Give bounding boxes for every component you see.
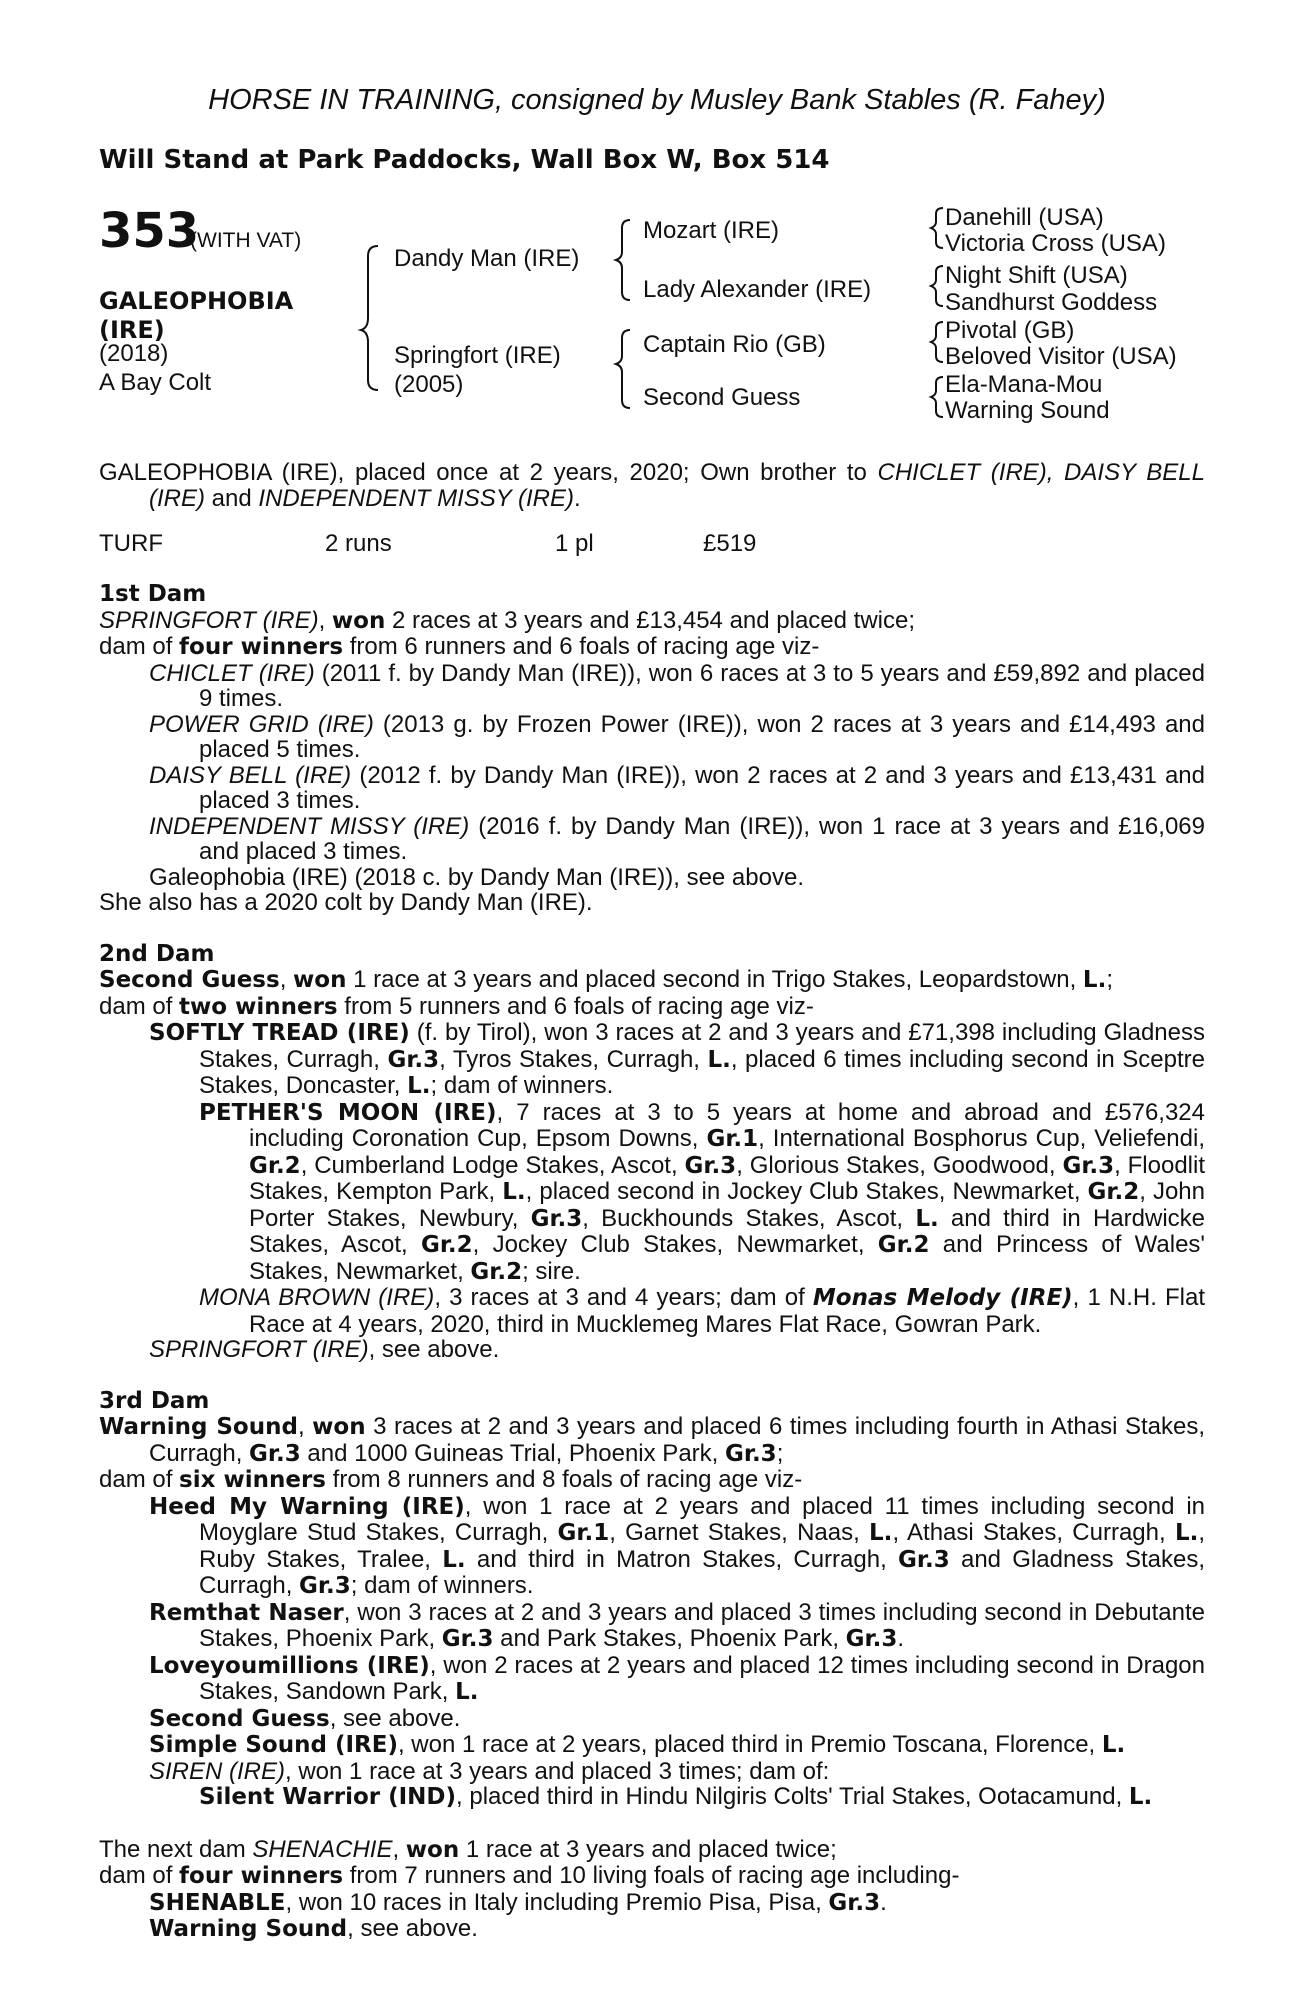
produce-shenable: SHENABLE, won 10 races in Italy including Premio Pisa, Pisa, Gr.3. — [149, 1888, 887, 1916]
intro-paragraph — [99, 460, 1205, 511]
brace-captain-rio — [931, 322, 943, 362]
first-dam-line: SPRINGFORT (IRE), won 2 races at 3 years and £13,454 and placed twice; — [99, 606, 916, 634]
brace-second-guess — [931, 377, 943, 417]
page-header: HORSE IN TRAINING, consigned by Musley Bank Stables (R. Fahey) — [208, 84, 1106, 116]
pedigree-sire-sire: Mozart (IRE) — [643, 217, 780, 244]
pedigree-ggs-4: Ela-Mana-Mou — [945, 371, 1103, 398]
produce-remthat-naser: Remthat Naser, won 3 races at 2 and 3 years and placed 3 times including second in Debutante Stakes, Phoenix Park, Gr.3 and Park Stakes, Phoenix Park, Gr.3. — [149, 1598, 1205, 1652]
second-dam-produce-summary: dam of two winners from 5 runners and 6 foals of racing age viz- — [99, 992, 814, 1020]
pedigree-ggd-2: Sandhurst Goddess — [945, 289, 1158, 316]
pedigree-dam-sire: Captain Rio (GB) — [643, 331, 826, 358]
pedigree-ggd-3: Beloved Visitor (USA) — [945, 343, 1177, 370]
second-dam-line: Second Guess, won 1 race at 3 years and placed second in Trigo Stakes, Leopardstown, L.; — [99, 966, 1113, 993]
next-dam-produce-summary: dam of four winners from 7 runners and 10 living foals of racing age including- — [99, 1862, 960, 1889]
pedigree-dam: Springfort (IRE) — [394, 342, 561, 369]
brace-sire-dam — [361, 246, 378, 390]
intro-end: . — [574, 484, 581, 512]
produce-silent-warrior: Silent Warrior (IND), placed third in Hindu Nilgiris Colts' Trial Stakes, Ootacamund, L. — [199, 1783, 1153, 1810]
second-dam-heading: 2nd Dam — [99, 940, 215, 967]
produce-chiclet: CHICLET (IRE) (2011 f. by Dandy Man (IRE)), won 6 races at 3 to 5 years and £59,892 and placed 9 times. — [149, 659, 1205, 712]
turf-earnings: £519 — [703, 530, 757, 557]
intro-sibling-last: INDEPENDENT MISSY (IRE) — [258, 484, 574, 512]
pedigree-dam-dam: Second Guess — [643, 384, 801, 411]
brace-sire-line — [616, 220, 630, 300]
lot-number: 353 — [99, 203, 200, 259]
third-dam-produce-summary: dam of six winners from 8 runners and 8 foals of racing age viz- — [99, 1466, 803, 1493]
produce-siren: SIREN (IRE), won 1 race at 3 years and placed 3 times; dam of: — [149, 1757, 830, 1785]
produce-mona-brown: MONA BROWN (IRE), 3 races at 3 and 4 years; dam of Monas Melody (IRE), 1 N.H. Flat Race at 4 years, 2020, third in Mucklemeg Mares Flat Race, Gowran Park. — [199, 1284, 1206, 1338]
pedigree-ggs-1: Danehill (USA) — [945, 204, 1104, 231]
produce-galeophobia: Galeophobia (IRE) (2018 c. by Dandy Man (IRE)), see above. — [149, 863, 804, 891]
next-dam-line: The next dam SHENACHIE, won 1 race at 3 years and placed twice; — [99, 1835, 837, 1863]
brace-mozart — [931, 208, 943, 248]
turf-placings: 1 pl — [555, 530, 594, 557]
produce-2020-colt: She also has a 2020 colt by Dandy Man (IRE). — [99, 889, 593, 916]
pedigree-sire-dam: Lady Alexander (IRE) — [643, 276, 872, 303]
intro-and: and — [205, 484, 259, 512]
pedigree-ggd-1: Victoria Cross (USA) — [945, 230, 1166, 257]
produce-daisy-bell: DAISY BELL (IRE) (2012 f. by Dandy Man (IRE)), won 2 races at 2 and 3 years and £13,431 and placed 3 times. — [149, 761, 1206, 814]
pedigree-dam-year: (2005) — [394, 371, 464, 398]
produce-independent-missy: INDEPENDENT MISSY (IRE) (2016 f. by Dandy Man (IRE)), won 1 race at 3 years and £16,069 and placed 3 times. — [149, 812, 1205, 865]
pedigree-ggd-4: Warning Sound — [945, 397, 1110, 424]
stand-location: Will Stand at Park Paddocks, Wall Box W, Box 514 — [99, 145, 830, 175]
third-dam-heading: 3rd Dam — [99, 1387, 210, 1414]
vat-note: (WITH VAT) — [190, 229, 302, 252]
produce-springfort: SPRINGFORT (IRE), see above. — [149, 1336, 500, 1363]
produce-warning-sound: Warning Sound, see above. — [149, 1915, 478, 1942]
horse-name-line1: GALEOPHOBIA — [99, 287, 294, 315]
intro-siblings: CHICLET (IRE), DAISY BELL (IRE) — [149, 459, 1205, 512]
turf-runs: 2 runs — [325, 530, 392, 557]
produce-simple-sound: Simple Sound (IRE), won 1 race at 2 years, placed third in Premio Toscana, Florence, L. — [149, 1731, 1126, 1758]
produce-softly-tread: SOFTLY TREAD (IRE) (f. by Tirol), won 3 races at 2 and 3 years and £71,398 including Gladness Stakes, Curragh, Gr.3, Tyros Stakes, Curragh, L., placed 6 times including second in Sceptre Stakes, Doncaster, L.; dam of winners. — [149, 1019, 1206, 1099]
produce-pethers-moon: PETHER'S MOON (IRE), 7 races at 3 to 5 years at home and abroad and £576,324 including Coronation Cup, Epsom Downs, Gr.1, International Bosphorus Cup, Veliefendi, Gr.2, Cumberland Lodge Stakes, Ascot, Gr.3, Glorious Stakes, Goodwood, Gr.3, Floodlit Stakes, Kempton Park, L., placed second in Jockey Club Stakes, Newmarket, Gr.2, John Porter Stakes, Newbury, Gr.3, Buckhounds Stakes, Ascot, L. and third in Hardwicke Stakes, Ascot, Gr.2, Jockey Club Stakes, Newmarket, Gr.2 and Princess of Wales' Stakes, Newmarket, Gr.2; sire. — [199, 1098, 1206, 1285]
brace-dam-line — [616, 330, 630, 408]
produce-second-guess: Second Guess, see above. — [149, 1704, 461, 1732]
intro-text: GALEOPHOBIA (IRE), placed once at 2 years, 2020; Own brother to — [99, 459, 878, 486]
produce-power-grid: POWER GRID (IRE) (2013 g. by Frozen Power (IRE)), won 2 races at 3 years and £14,493 and placed 5 times. — [149, 710, 1205, 763]
third-dam-line: Warning Sound, won 3 races at 2 and 3 years and placed 6 times including fourth in Athasi Stakes, Curragh, Gr.3 and 1000 Guineas Trial, Phoenix Park, Gr.3; — [99, 1413, 1205, 1467]
first-dam-produce-summary: dam of four winners from 6 runners and 6 foals of racing age viz- — [99, 633, 820, 660]
catalogue-body — [99, 460, 1205, 1943]
pedigree-sire: Dandy Man (IRE) — [394, 245, 580, 272]
turf-record — [99, 531, 1205, 556]
turf-label: TURF — [99, 530, 163, 557]
produce-loveyoumillions: Loveyoumillions (IRE), won 2 races at 2 years and placed 12 times including second in Dragon Stakes, Sandown Park, L. — [149, 1651, 1206, 1705]
pedigree-ggs-2: Night Shift (USA) — [945, 262, 1128, 289]
horse-name-line2: (IRE) — [99, 316, 165, 344]
produce-heed-my-warning: Heed My Warning (IRE), won 1 race at 2 years and placed 11 times including second in Moyglare Stud Stakes, Curragh, Gr.1, Garnet Stakes, Naas, L., Athasi Stakes, Curragh, L., Ruby Stakes, Tralee, L. and third in Matron Stakes, Curragh, Gr.3 and Gladness Stakes, Curragh, Gr.3; dam of winners. — [149, 1492, 1206, 1599]
horse-year: (2018) — [99, 340, 169, 367]
horse-description: A Bay Colt — [99, 369, 212, 396]
pedigree-ggs-3: Pivotal (GB) — [945, 317, 1075, 344]
first-dam-heading: 1st Dam — [99, 581, 207, 607]
brace-lady-alexander — [931, 266, 943, 306]
